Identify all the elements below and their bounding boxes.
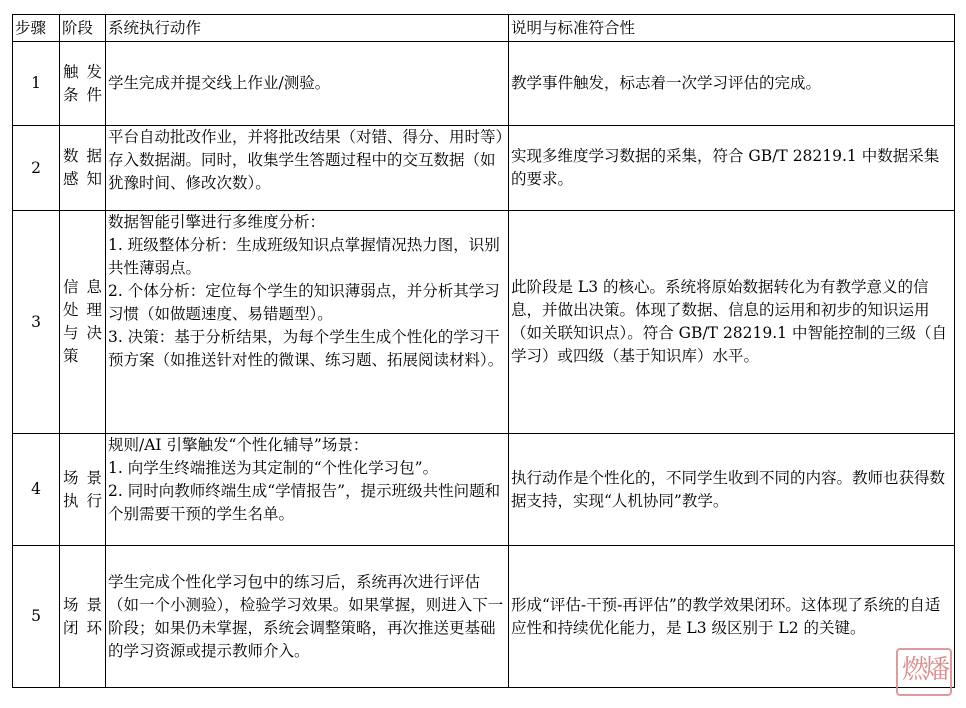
action-cell: 学生完成并提交线上作业/测验。 bbox=[106, 42, 509, 126]
desc-cell: 此阶段是 L3 的核心。系统将原始数据转化为有教学意义的信息，并做出决策。体现了数据、信息的运用和初步的知识运用（如关联知识点）。符合 GB/T 28219.1 中智能控制的三级（自学习）或四级（基于知识库）水平。 bbox=[509, 211, 955, 434]
header-row bbox=[13, 15, 955, 42]
table-row bbox=[13, 434, 955, 546]
process-table bbox=[12, 14, 955, 688]
stage-cell: 数据感知 bbox=[60, 126, 106, 211]
header-desc: 说明与标准符合性 bbox=[509, 15, 955, 42]
action-line: 平台自动批改作业，并将批改结果（对错、得分、用时等）存入数据湖。同时，收集学生答题过程中的交互数据（如犹豫时间、修改次数）。 bbox=[108, 128, 504, 192]
table-row bbox=[13, 126, 955, 211]
table-row bbox=[13, 211, 955, 434]
stage-cell: 场景执行 bbox=[60, 434, 106, 546]
desc-cell: 教学事件触发，标志着一次学习评估的完成。 bbox=[509, 42, 955, 126]
desc-cell: 实现多维度学习数据的采集，符合 GB/T 28219.1 中数据采集的要求。 bbox=[509, 126, 955, 211]
action-cell: 学生完成个性化学习包中的练习后，系统再次进行评估（如一个小测验），检验学习效果。如果掌握，则进入下一阶段；如果仍未掌握，系统会调整策略，再次推送更基础的学习资源或提示教师介入。 bbox=[106, 546, 509, 688]
table-row bbox=[13, 42, 955, 126]
action-cell bbox=[106, 126, 509, 211]
header-stage: 阶段 bbox=[60, 15, 106, 42]
action-cell: 规则/AI 引擎触发“个性化辅导”场景： 1. 向学生终端推送为其定制的“个性化学习包”。 2. 同时向教师终端生成“学情报告”，提示班级共性问题和个别需要干预的学生名单。 bbox=[106, 434, 509, 546]
header-action: 系统执行动作 bbox=[106, 15, 509, 42]
stage-cell: 场景闭环 bbox=[60, 546, 106, 688]
desc-cell: 执行动作是个性化的，不同学生收到不同的内容。教师也获得数据支持，实现“人机协同”教学。 bbox=[509, 434, 955, 546]
step-cell: 5 bbox=[13, 546, 60, 688]
step-cell: 4 bbox=[13, 434, 60, 546]
watermark-logo: 燃燔 bbox=[896, 648, 952, 696]
step-cell: 2 bbox=[13, 126, 60, 211]
action-cell: 数据智能引擎进行多维度分析： 1. 班级整体分析：生成班级知识点掌握情况热力图，识别共性薄弱点。 2. 个体分析：定位每个学生的知识薄弱点，并分析其学习习惯（如做题速度、易错题型）。 3. 决策：基于分析结果，为每个学生生成个性化的学习干预方案（如推送针对性的微课、练习题、拓展阅读材料）。 bbox=[106, 211, 509, 434]
stage-cell: 信息处理与决策 bbox=[60, 211, 106, 434]
table-row bbox=[13, 546, 955, 688]
step-cell: 3 bbox=[13, 211, 60, 434]
stage-cell: 触发条件 bbox=[60, 42, 106, 126]
desc-cell: 形成“评估-干预-再评估”的教学效果闭环。这体现了系统的自适应性和持续优化能力，是 L3 级区别于 L2 的关键。 bbox=[509, 546, 955, 688]
step-cell: 1 bbox=[13, 42, 60, 126]
header-step: 步骤 bbox=[13, 15, 60, 42]
